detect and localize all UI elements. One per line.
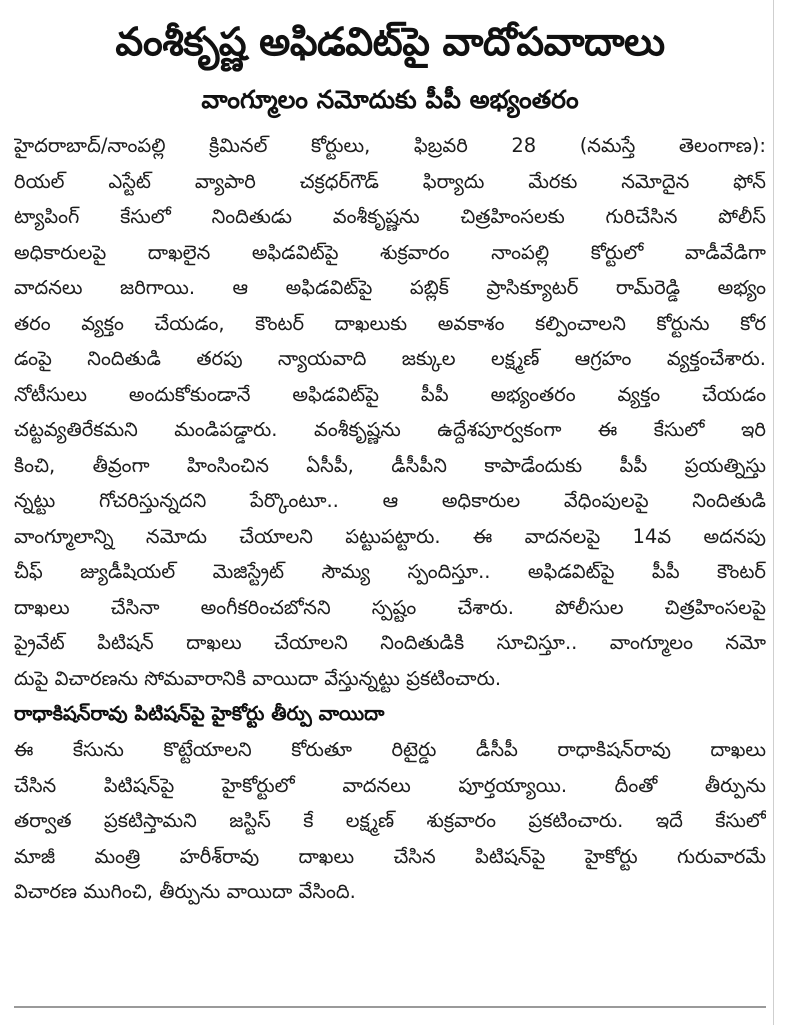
text-line: వాంగ్మూలాన్ని నమోదు చేయాలని పట్టుపట్టారు. ఈ వాదనలపై 14వ అదనపు: [14, 524, 766, 548]
text-line: చీఫ్‌ జ్యుడీషియల్‌ మెజిస్ట్రేట్‌ సౌమ్య స్పందిస్తూ.. అఫిడవిట్‌పై పీపీ కౌంటర్‌: [14, 560, 766, 583]
paragraph-1: [14, 128, 766, 696]
news-article: [14, 12, 766, 910]
text-line: చట్టవ్యతిరేకమని మండిపడ్డారు. వంశీకృష్ణను ఉద్దేశపూర్వకంగా ఈ కేసులో ఇరి: [14, 418, 766, 441]
text-line: కించి, తీవ్రంగా హింసించిన ఏసీపీ, డీసీపీని కాపాడేందుకు పీపీ ప్రయత్నిస్తు: [14, 453, 766, 477]
paragraph-2: [14, 732, 766, 910]
text-line: రియల్‌ ఎస్టేట్‌ వ్యాపారి చక్రధర్‌గౌడ్‌ ఫిర్యాదు మేరకు నమోదైన ఫోన్‌: [14, 169, 766, 193]
text-line: ట్యాపింగ్‌ కేసులో నిందితుడు వంశీకృష్ణను చిత్రహింసలకు గురిచేసిన పోలీస్‌: [14, 205, 766, 228]
text-line: ఈ కేసును కొట్టేయాలని కోరుతూ రిటైర్డు డీసీపీ రాధాకిషన్‌రావు దాఖలు: [14, 738, 766, 761]
article-body: [14, 128, 766, 910]
text-line: ప్రైవేట్‌ పిటిషన్‌ దాఖలు చేయాలని నిందితుడికి సూచిస్తూ.. వాంగ్మూలం నమో: [14, 631, 766, 654]
text-line: హైదరాబాద్‌/నాంపల్లి క్రిమినల్‌ కోర్టులు, ఫిబ్రవరి 28 (నమస్తే తెలంగాణ):: [14, 134, 766, 157]
column-rule: [773, 0, 774, 1025]
text-line: చేసిన పిటిషన్‌పై హైకోర్టులో వాదనలు పూర్తయ్యాయి. దీంతో తీర్పును: [14, 773, 766, 797]
text-line: నోటీసులు అందుకోకుండానే అఫిడవిట్‌పై పీపీ అభ్యంతరం వ్యక్తం చేయడం: [14, 382, 766, 406]
subheadline: వాంగ్మూలం నమోదుకు పీపీ అభ్యంతరం: [201, 85, 579, 114]
headline: వంశీకృష్ణ అఫిడవిట్‌పై వాదోపవాదాలు: [115, 20, 665, 65]
text-line: తరం వ్యక్తం చేయడం, కౌంటర్‌ దాఖలుకు అవకాశం కల్పించాలని కోర్టును కోర: [14, 311, 766, 335]
text-line: దాఖలు చేసినా అంగీకరించబోనని స్పష్టం చేశారు. పోలీసుల చిత్రహింసలపై: [14, 595, 766, 619]
text-line: అధికారులపై దాఖలైన అఫిడవిట్‌పై శుక్రవారం నాంపల్లి కోర్టులో వాడీవేడిగా: [14, 240, 766, 264]
text-line: దుపై విచారణను సోమవారానికి వాయిదా వేస్తున్నట్టు ప్రకటించారు.: [14, 666, 502, 690]
bottom-rule: [14, 1006, 766, 1008]
text-line: విచారణ ముగించి, తీర్పును వాయిదా వేసింది.: [14, 880, 356, 903]
text-line: తర్వాత ప్రకటిస్తామని జస్టిస్‌ కే లక్ష్మణ్‌ శుక్రవారం ప్రకటించారు. ఇదే కేసులో: [14, 809, 766, 832]
text-line: మాజీ మంత్రి హరీశ్‌రావు దాఖలు చేసిన పిటిషన్‌పై హైకోర్టు గురువారమే: [14, 844, 766, 868]
text-line: వాదనలు జరిగాయి. ఆ అఫిడవిట్‌పై పబ్లిక్‌ ప్రాసిక్యూటర్‌ రామ్‌రెడ్డి అభ్యం: [14, 276, 766, 299]
crosshead: రాధాకిషన్‌రావు పిటిషన్‌పై హైకోర్టు తీర్పు వాయిదా: [14, 702, 385, 725]
text-line: న్నట్టు గోచరిస్తున్నదని పేర్కొంటూ.. ఆ అధికారుల వేధింపులపై నిందితుడి: [14, 489, 766, 512]
text-line: డంపై నిందితుడి తరపు న్యాయవాది జక్కుల లక్ష్మణ్‌ ఆగ్రహం వ్యక్తంచేశారు.: [14, 347, 766, 370]
